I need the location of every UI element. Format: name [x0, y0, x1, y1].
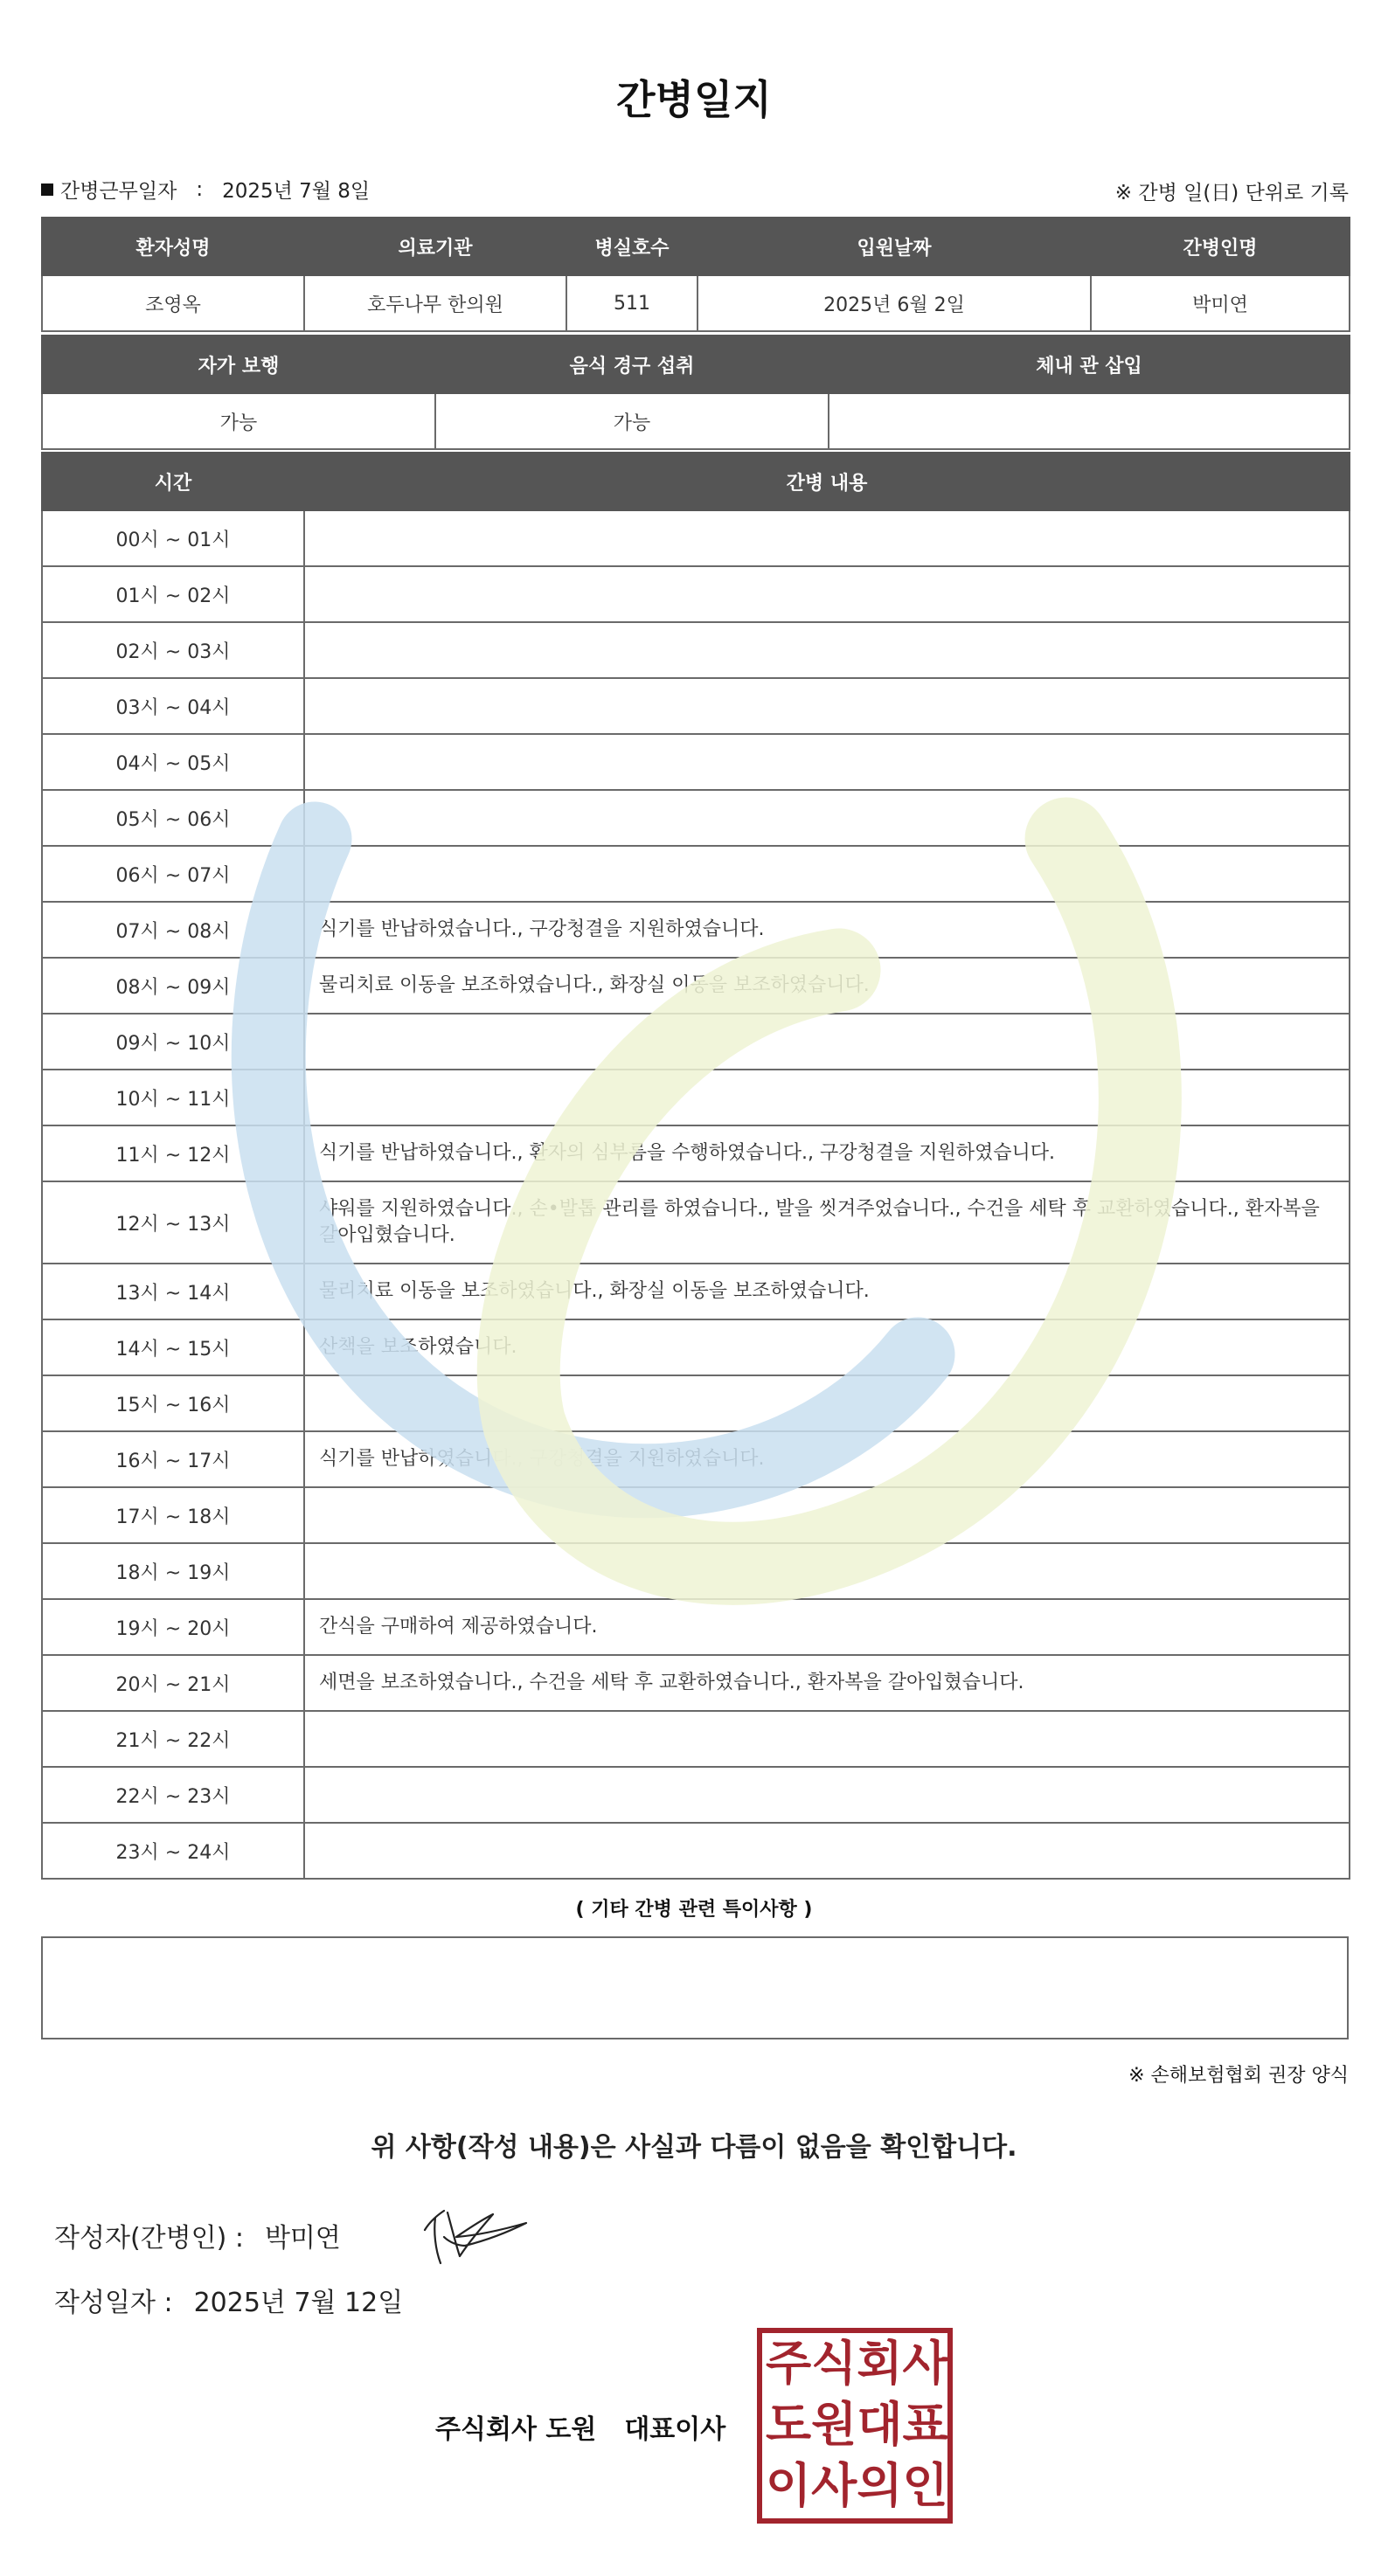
table-row: [42, 1823, 1350, 1879]
admission-date: 2025년 6월 2일: [697, 275, 1091, 331]
log-content: 식기를 반납하였습니다., 구강청결을 지원하였습니다.: [304, 1431, 1350, 1487]
seal-glyph: 대: [857, 2397, 903, 2452]
log-content: [304, 1711, 1350, 1767]
log-content: 식기를 반납하였습니다., 환자의 심부름을 수행하였습니다., 구강청결을 지원하였습니다.: [304, 1125, 1350, 1181]
table-row: [42, 958, 1350, 1014]
table-row: [42, 1319, 1350, 1375]
writer-line: [54, 2216, 341, 2254]
log-content: [304, 1014, 1350, 1070]
log-time: 02시 ~ 03시: [42, 622, 304, 678]
table-row: [42, 1543, 1350, 1599]
log-time: 23시 ~ 24시: [42, 1823, 304, 1879]
writer-name: 박미연: [264, 2223, 341, 2254]
log-content: [304, 734, 1350, 790]
form-note: ※ 손해보험협회 권장 양식: [1128, 2065, 1349, 2087]
work-date-label: 간병근무일자: [60, 180, 177, 203]
log-time: 12시 ~ 13시: [42, 1181, 304, 1264]
seal-glyph: 인: [902, 2458, 948, 2513]
table-row: [42, 1711, 1350, 1767]
writer-label: 작성자(간병인) :: [54, 2223, 244, 2254]
log-content: 물리치료 이동을 보조하였습니다., 화장실 이동을 보조하였습니다.: [304, 1264, 1350, 1319]
square-bullet-icon: [41, 184, 53, 196]
table-row: [42, 790, 1350, 846]
seal-glyph: 사: [811, 2458, 857, 2513]
notes-box: [41, 1936, 1349, 2039]
seal-glyph: 주: [766, 2336, 812, 2391]
log-content: [304, 678, 1350, 734]
table-row: [42, 678, 1350, 734]
care-log-table: [41, 452, 1350, 1880]
patient-name: 조영옥: [42, 275, 304, 331]
log-content: [304, 1823, 1350, 1879]
hospital-name: 호두나무 한의원: [304, 275, 566, 331]
log-time: 16시 ~ 17시: [42, 1431, 304, 1487]
work-date-value: 2025년 7월 8일: [222, 180, 371, 203]
log-time: 10시 ~ 11시: [42, 1070, 304, 1125]
seal-glyph: 원: [811, 2397, 857, 2452]
header-tube-insertion: 체내 관 삽입: [829, 336, 1350, 393]
patient-info-table: [41, 217, 1350, 332]
table-row: [42, 1599, 1350, 1655]
written-date-value: 2025년 7월 12일: [193, 2288, 404, 2318]
seal-row: [762, 2394, 947, 2455]
table-row: [42, 510, 1350, 566]
self-walking-value: 가능: [42, 393, 435, 449]
log-content: 물리치료 이동을 보조하였습니다., 화장실 이동을 보조하였습니다.: [304, 958, 1350, 1014]
seal-glyph: 도: [766, 2397, 812, 2452]
log-content: 식기를 반납하였습니다., 구강청결을 지원하였습니다.: [304, 902, 1350, 958]
written-date-line: [54, 2281, 403, 2319]
header-admission-date: 입원날짜: [697, 218, 1091, 275]
oral-intake-value: 가능: [435, 393, 829, 449]
table-row: [42, 1487, 1350, 1543]
table-row: [42, 1181, 1350, 1264]
room-number: 511: [566, 275, 697, 331]
signature-icon: [418, 2188, 531, 2267]
log-time: 03시 ~ 04시: [42, 678, 304, 734]
log-time: 19시 ~ 20시: [42, 1599, 304, 1655]
log-content: [304, 510, 1350, 566]
log-content: [304, 622, 1350, 678]
confirmation-statement: 위 사항(작성 내용)은 사실과 다름이 없음을 확인합니다.: [371, 2132, 1017, 2163]
header-care-content: 간병 내용: [304, 453, 1350, 510]
log-content: 간식을 구매하여 제공하였습니다.: [304, 1599, 1350, 1655]
written-date-label: 작성일자 :: [54, 2288, 173, 2318]
table-row: [42, 734, 1350, 790]
log-content: [304, 846, 1350, 902]
log-time: 05시 ~ 06시: [42, 790, 304, 846]
work-date-separator: :: [196, 177, 204, 201]
seal-glyph: 회: [857, 2336, 903, 2391]
table-row: [42, 1125, 1350, 1181]
table-row: [42, 1431, 1350, 1487]
table-row: [42, 1264, 1350, 1319]
log-time: 04시 ~ 05시: [42, 734, 304, 790]
header-room: 병실호수: [566, 218, 697, 275]
log-content: [304, 1375, 1350, 1431]
caregiver-name: 박미연: [1091, 275, 1350, 331]
header-hospital: 의료기관: [304, 218, 566, 275]
table-row: [42, 902, 1350, 958]
table-row: [42, 566, 1350, 622]
log-time: 20시 ~ 21시: [42, 1655, 304, 1711]
table-row: [42, 1014, 1350, 1070]
header-time: 시간: [42, 453, 304, 510]
log-content: 세면을 보조하였습니다., 수건을 세탁 후 교환하였습니다., 환자복을 갈아입혔습니다.: [304, 1655, 1350, 1711]
log-content: [304, 566, 1350, 622]
seal-glyph: 식: [811, 2336, 857, 2391]
log-content: [304, 790, 1350, 846]
log-time: 06시 ~ 07시: [42, 846, 304, 902]
table-row: [42, 1655, 1350, 1711]
log-time: 00시 ~ 01시: [42, 510, 304, 566]
log-content: [304, 1070, 1350, 1125]
log-time: 17시 ~ 18시: [42, 1487, 304, 1543]
company-line: [435, 2407, 725, 2446]
table-row: [42, 1375, 1350, 1431]
log-time: 22시 ~ 23시: [42, 1767, 304, 1823]
seal-row: [762, 2333, 947, 2394]
log-time: 09시 ~ 10시: [42, 1014, 304, 1070]
ceo-title: 대표이사: [624, 2414, 726, 2445]
table-row: [42, 1070, 1350, 1125]
seal-glyph: 표: [902, 2397, 948, 2452]
log-content: [304, 1543, 1350, 1599]
seal-glyph: 이: [766, 2458, 812, 2513]
company-seal-icon: [757, 2328, 953, 2524]
table-row: [42, 622, 1350, 678]
work-date: [41, 175, 370, 204]
log-content: 산책을 보조하였습니다.: [304, 1319, 1350, 1375]
log-time: 01시 ~ 02시: [42, 566, 304, 622]
unit-note: ※ 간병 일(日) 단위로 기록: [1114, 182, 1349, 204]
seal-row: [762, 2455, 947, 2517]
log-time: 07시 ~ 08시: [42, 902, 304, 958]
table-row: [42, 1767, 1350, 1823]
log-content: 샤워를 지원하였습니다., 손•발톱 관리를 하였습니다., 발을 씻겨주었습니다., 수건을 세탁 후 교환하였습니다., 환자복을 갈아입혔습니다.: [304, 1181, 1350, 1264]
header-self-walking: 자가 보행: [42, 336, 435, 393]
seal-glyph: 의: [857, 2458, 903, 2513]
seal-glyph: 사: [902, 2336, 948, 2391]
company-name: 주식회사 도원: [435, 2414, 597, 2445]
header-patient-name: 환자성명: [42, 218, 304, 275]
header-oral-intake: 음식 경구 섭취: [435, 336, 829, 393]
log-time: 08시 ~ 09시: [42, 958, 304, 1014]
notes-title: ( 기타 간병 관련 특이사항 ): [575, 1899, 813, 1921]
log-time: 15시 ~ 16시: [42, 1375, 304, 1431]
log-time: 18시 ~ 19시: [42, 1543, 304, 1599]
page-title: 간병일지: [616, 76, 772, 123]
tube-insertion-value: [829, 393, 1350, 449]
header-caregiver-name: 간병인명: [1091, 218, 1350, 275]
log-time: 14시 ~ 15시: [42, 1319, 304, 1375]
log-time: 11시 ~ 12시: [42, 1125, 304, 1181]
log-content: [304, 1767, 1350, 1823]
log-content: [304, 1487, 1350, 1543]
log-time: 21시 ~ 22시: [42, 1711, 304, 1767]
table-row: [42, 846, 1350, 902]
patient-status-table: [41, 335, 1350, 450]
log-time: 13시 ~ 14시: [42, 1264, 304, 1319]
